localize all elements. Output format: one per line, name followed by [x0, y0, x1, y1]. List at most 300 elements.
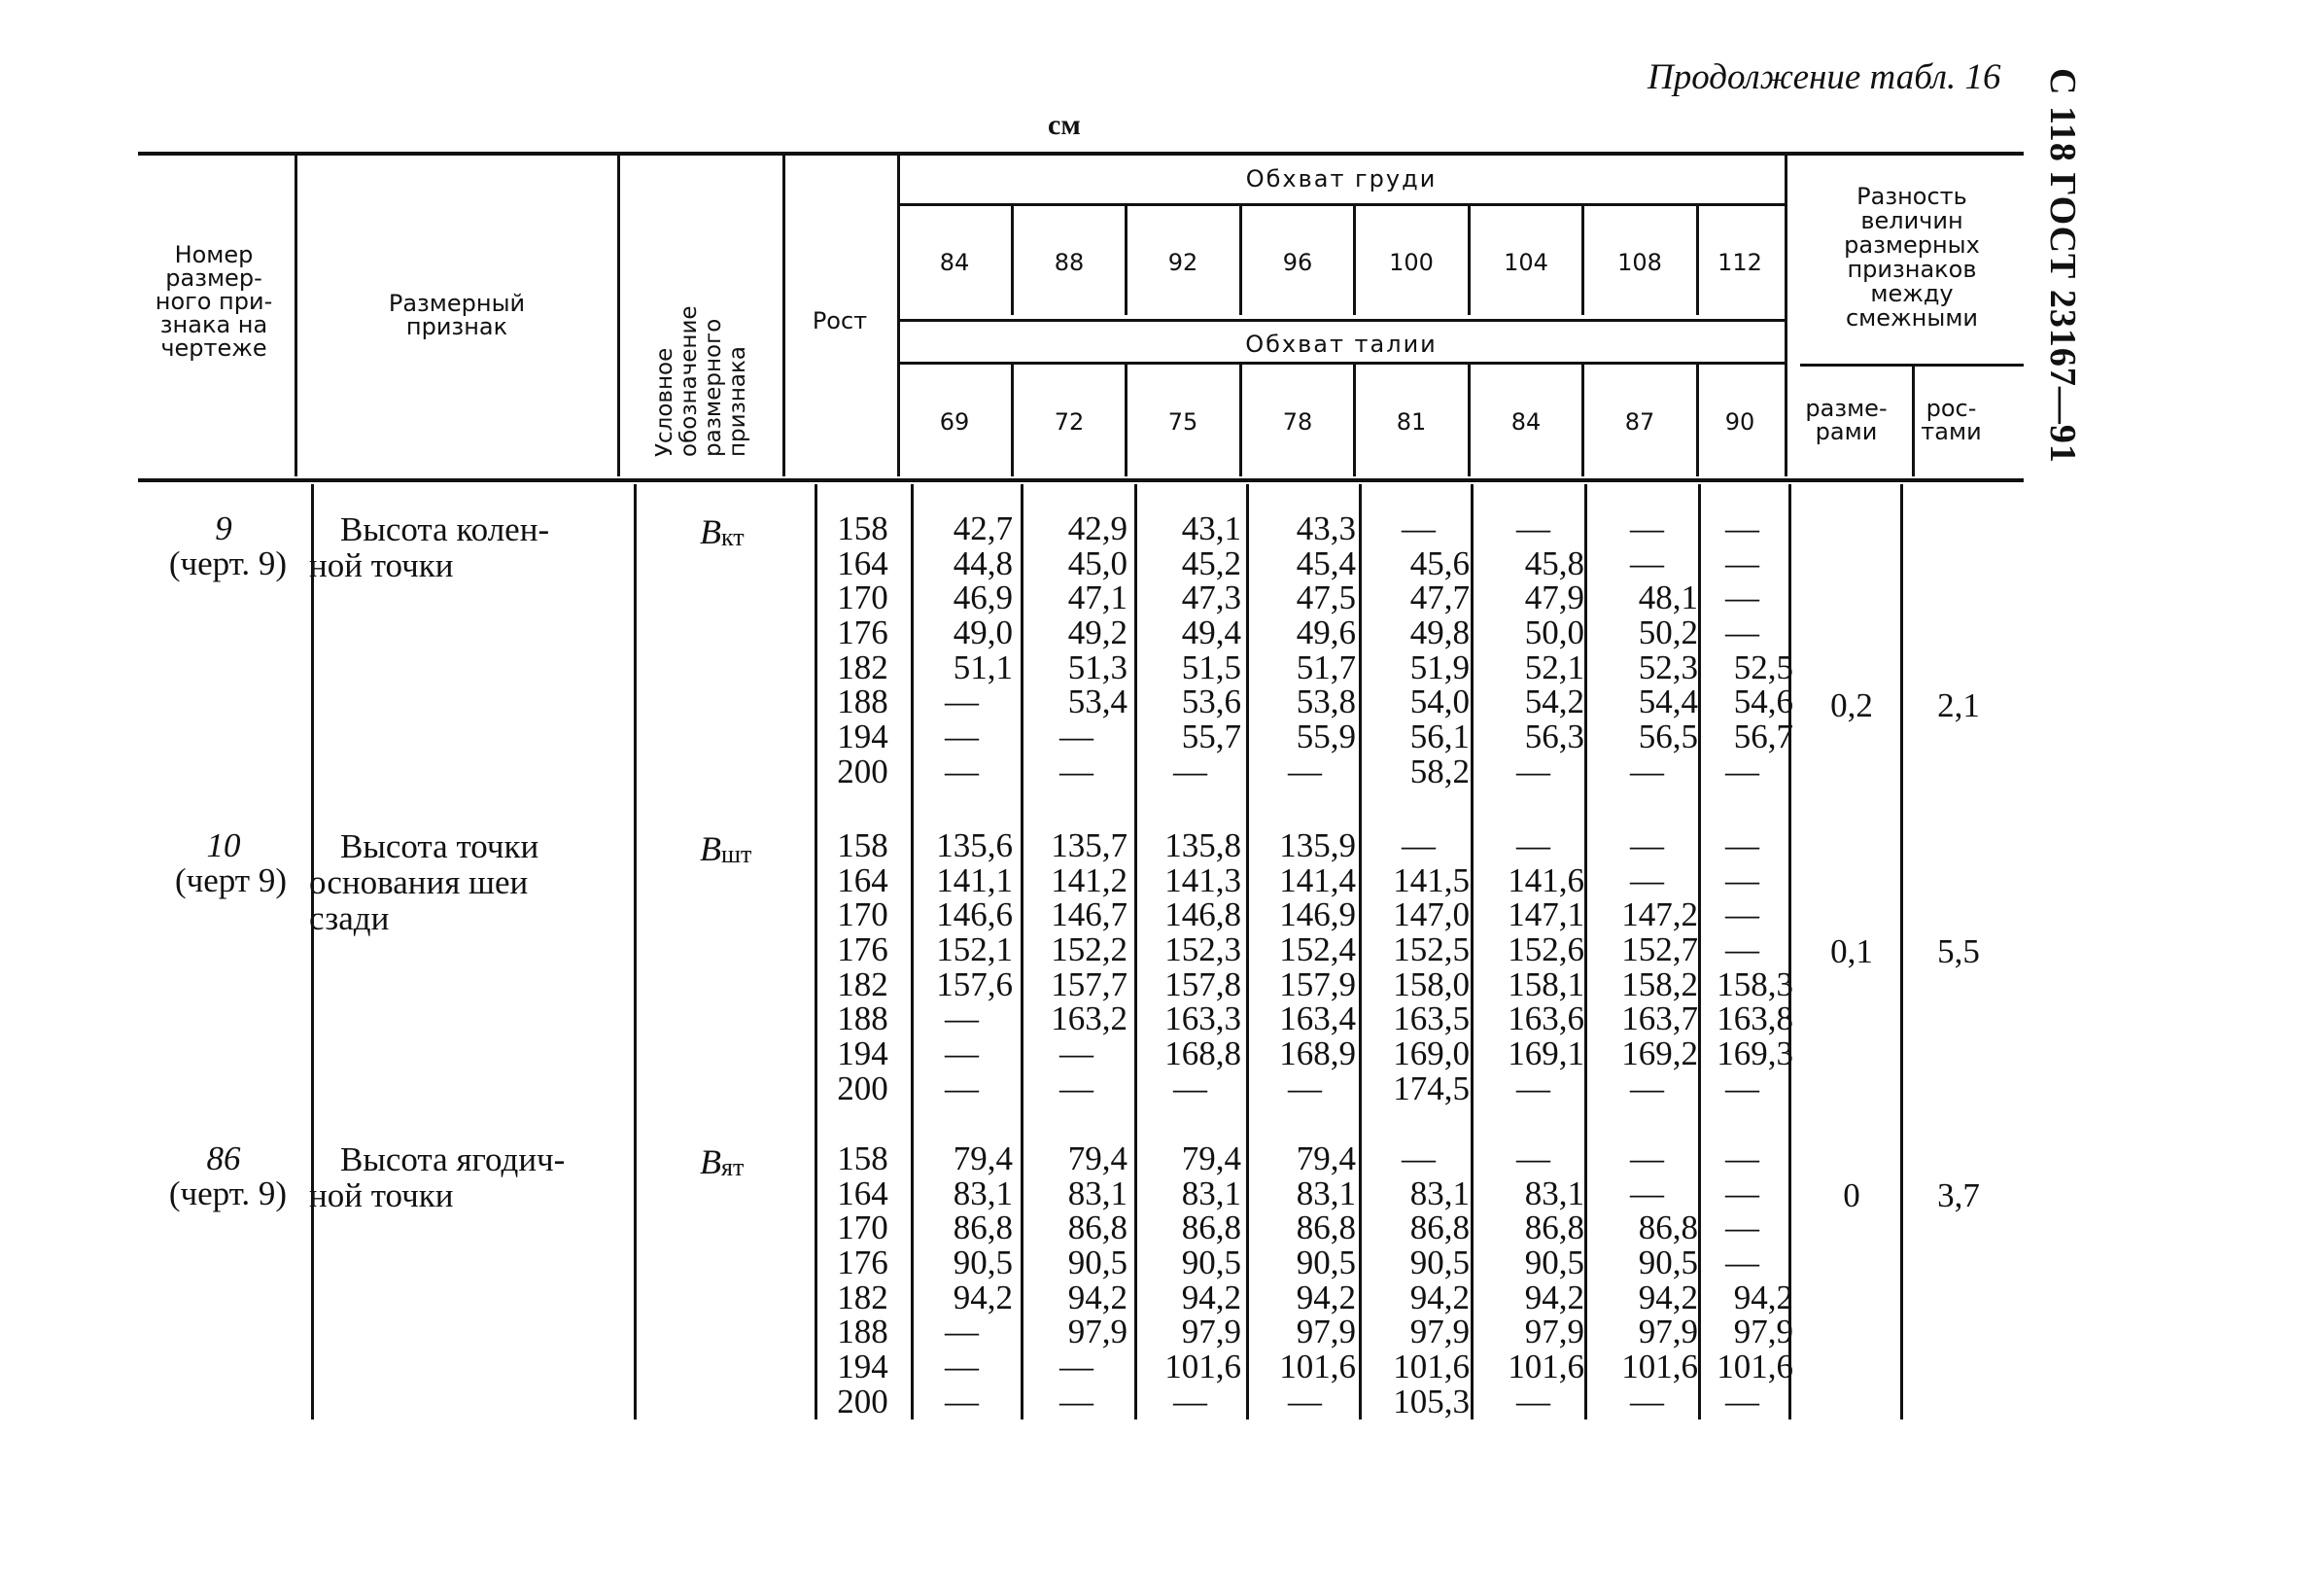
value-cell: 141,6 [1508, 860, 1584, 899]
waist-size-header: 72 [1054, 408, 1085, 436]
value-cell: — [1288, 1382, 1322, 1420]
value-cell: 54,2 [1524, 683, 1584, 721]
body-col-divider [311, 484, 314, 1419]
height-value: 164 [837, 860, 888, 899]
symbol-letter: В [700, 512, 721, 551]
feature-name-line: ной точки [309, 1176, 454, 1214]
value-cell: — [945, 1382, 979, 1420]
value-cell: 51,9 [1409, 648, 1470, 686]
value-cell: 90,5 [1067, 1244, 1127, 1282]
symbol-subscript: шт [721, 840, 752, 868]
value-cell: — [945, 1348, 979, 1386]
value-cell: 90,5 [1524, 1244, 1584, 1282]
value-cell: 169,2 [1621, 1034, 1698, 1073]
value-cell: 94,2 [953, 1278, 1013, 1316]
height-value: 200 [837, 1382, 888, 1420]
feature-number: 10 [206, 826, 241, 864]
drawing-reference: (черт. 9) [168, 1174, 287, 1212]
value-cell: 49,2 [1067, 613, 1127, 652]
value-cell: 174,5 [1393, 1069, 1470, 1107]
value-cell: 79,4 [1067, 1139, 1127, 1177]
body-col-divider [1134, 484, 1137, 1419]
value-cell: 94,2 [1638, 1278, 1698, 1316]
value-cell: 94,2 [1181, 1278, 1241, 1316]
body-col-divider [1359, 484, 1362, 1419]
header-top-rule [138, 152, 2024, 156]
symbol-subscript: ят [721, 1153, 745, 1181]
value-cell: 158,1 [1508, 964, 1584, 1003]
value-cell: 79,4 [953, 1139, 1013, 1177]
chest-col-divider [1125, 206, 1127, 315]
waist-col-divider [1125, 365, 1127, 476]
value-cell: 45,0 [1067, 543, 1127, 582]
header-divider [897, 156, 900, 476]
value-cell: 135,9 [1279, 826, 1356, 864]
drawing-reference: (черт. 9) [168, 544, 287, 582]
chest-size-header: 108 [1617, 249, 1662, 276]
value-cell: — [1725, 1244, 1759, 1282]
value-cell: 169,3 [1717, 1034, 1793, 1073]
height-value: 194 [837, 1348, 888, 1386]
value-cell: 146,9 [1279, 895, 1356, 934]
waist-size-header: 90 [1724, 408, 1755, 436]
value-cell: 83,1 [1181, 1174, 1241, 1212]
value-cell: — [1059, 1034, 1093, 1073]
value-cell: 51,5 [1181, 648, 1241, 686]
value-cell: 86,8 [1524, 1209, 1584, 1247]
value-cell: 55,7 [1181, 718, 1241, 756]
value-cell: — [1725, 509, 1759, 547]
value-cell: 45,6 [1409, 543, 1470, 582]
height-value: 176 [837, 930, 888, 969]
value-cell: 163,2 [1051, 999, 1127, 1038]
value-cell: 83,1 [1067, 1174, 1127, 1212]
height-values [816, 828, 909, 1106]
value-cell: 141,1 [936, 860, 1013, 899]
value-cell: 94,2 [1296, 1278, 1356, 1316]
value-column [1025, 1141, 1127, 1419]
value-column [1368, 511, 1470, 789]
value-cell: 86,8 [1296, 1209, 1356, 1247]
diff-between-sizes: 0,2 [1830, 686, 1873, 724]
value-cell: 54,4 [1638, 683, 1698, 721]
value-cell: 50,2 [1638, 613, 1698, 652]
value-cell: — [1402, 1139, 1436, 1177]
value-cell: — [1516, 1382, 1550, 1420]
value-cell: 42,7 [953, 509, 1013, 547]
value-cell: 52,1 [1524, 648, 1584, 686]
waist-size-header: 78 [1282, 408, 1313, 436]
feature-name-line: Высота колен- [340, 510, 550, 548]
diff-between-sizes: 0 [1843, 1176, 1860, 1214]
value-cell: — [945, 752, 979, 790]
value-cell: 54,0 [1409, 683, 1470, 721]
body-col-divider [1900, 484, 1903, 1419]
value-column [1025, 511, 1127, 789]
value-cell: 45,2 [1181, 543, 1241, 582]
height-value: 182 [837, 648, 888, 686]
height-value: 182 [837, 964, 888, 1003]
value-cell: 97,9 [1296, 1313, 1356, 1351]
value-cell: 163,7 [1621, 999, 1698, 1038]
value-cell: 94,2 [1067, 1278, 1127, 1316]
value-cell: — [1630, 1069, 1664, 1107]
height-value: 164 [837, 1174, 888, 1212]
value-cell: 147,0 [1393, 895, 1470, 934]
value-cell: — [1630, 509, 1664, 547]
body-col-divider [1584, 484, 1587, 1419]
value-cell: — [945, 999, 979, 1038]
feature-number: 9 [215, 509, 232, 547]
value-cell: 97,9 [1638, 1313, 1698, 1351]
value-cell: 53,8 [1296, 683, 1356, 721]
waist-size-header: 84 [1510, 408, 1542, 436]
value-cell: 50,0 [1524, 613, 1584, 652]
value-cell: — [1630, 1139, 1664, 1177]
chest-size-header: 112 [1717, 249, 1762, 276]
value-cell: — [1173, 1382, 1207, 1420]
chest-size-header: 92 [1167, 249, 1198, 276]
feature-symbol [700, 511, 745, 552]
value-column [1254, 511, 1356, 789]
value-cell: 146,6 [936, 895, 1013, 934]
value-column [1691, 1141, 1793, 1419]
value-column [1254, 828, 1356, 1106]
feature-name-line: Высота точки [340, 827, 539, 865]
value-cell: — [1059, 718, 1093, 756]
value-column [1254, 1141, 1356, 1419]
value-cell: 147,1 [1508, 895, 1584, 934]
value-cell: 79,4 [1296, 1139, 1356, 1177]
value-cell: 101,6 [1621, 1348, 1698, 1386]
height-value: 176 [837, 1244, 888, 1282]
value-cell: 135,8 [1164, 826, 1241, 864]
value-cell: — [1630, 860, 1664, 899]
value-cell: — [945, 1034, 979, 1073]
waist-col-divider [1468, 365, 1471, 476]
value-cell: 47,9 [1524, 578, 1584, 617]
value-cell: 47,1 [1067, 578, 1127, 617]
value-cell: 168,9 [1279, 1034, 1356, 1073]
waist-group-rule [898, 362, 1785, 365]
value-cell: 163,5 [1393, 999, 1470, 1038]
height-value: 194 [837, 1034, 888, 1073]
value-cell: — [1630, 543, 1664, 582]
value-cell: 49,8 [1409, 613, 1470, 652]
height-values [816, 1141, 909, 1419]
height-value: 200 [837, 1069, 888, 1107]
value-cell: 94,2 [1733, 1278, 1793, 1316]
symbol-letter: В [700, 1142, 721, 1181]
value-cell: 152,6 [1508, 930, 1584, 969]
value-cell: 97,9 [1524, 1313, 1584, 1351]
value-cell: — [1725, 860, 1759, 899]
symbol-header [653, 272, 750, 457]
value-cell: 168,8 [1164, 1034, 1241, 1073]
waist-col-divider [1353, 365, 1356, 476]
feature-name-line: ной точки [309, 546, 454, 584]
height-value: 188 [837, 1313, 888, 1351]
value-column [1691, 828, 1793, 1106]
value-cell: — [1725, 895, 1759, 934]
waist-group-header: Обхват талии [1245, 331, 1438, 358]
value-cell: — [1059, 752, 1093, 790]
value-cell: — [1402, 509, 1436, 547]
value-cell: — [945, 683, 979, 721]
body-col-divider [1021, 484, 1023, 1419]
value-cell: 48,1 [1638, 578, 1698, 617]
value-cell: — [945, 1069, 979, 1107]
drawing-reference: (черт 9) [174, 861, 287, 899]
value-cell: 169,1 [1508, 1034, 1584, 1073]
value-cell: 53,6 [1181, 683, 1241, 721]
value-cell: — [1725, 752, 1759, 790]
chest-group-rule [898, 203, 1785, 206]
value-cell: — [1725, 578, 1759, 617]
diff-sizes-header: размерами [1805, 395, 1888, 445]
height-value: 158 [837, 826, 888, 864]
value-cell: 101,6 [1393, 1348, 1470, 1386]
value-cell: — [1630, 826, 1664, 864]
value-cell: 54,6 [1733, 683, 1793, 721]
value-cell: — [1630, 752, 1664, 790]
value-column [1482, 828, 1584, 1106]
value-cell: — [1630, 1382, 1664, 1420]
value-cell: — [1402, 826, 1436, 864]
body-col-divider [1471, 484, 1474, 1419]
value-cell: — [1725, 1069, 1759, 1107]
value-column [1691, 511, 1793, 789]
value-cell: 90,5 [1638, 1244, 1698, 1282]
height-value: 188 [837, 999, 888, 1038]
chest-group-header: Обхват груди [1245, 165, 1438, 193]
value-cell: — [1725, 1174, 1759, 1212]
value-cell: 97,9 [1067, 1313, 1127, 1351]
value-cell: 101,6 [1164, 1348, 1241, 1386]
value-cell: 157,6 [936, 964, 1013, 1003]
value-cell: 97,9 [1409, 1313, 1470, 1351]
value-cell: — [1059, 1348, 1093, 1386]
chest-col-divider [1581, 206, 1584, 315]
value-cell: 51,7 [1296, 648, 1356, 686]
body-col-divider [634, 484, 637, 1419]
value-cell: 79,4 [1181, 1139, 1241, 1177]
symbol-subscript: кт [721, 523, 745, 551]
value-cell: — [1725, 1139, 1759, 1177]
value-cell: 51,3 [1067, 648, 1127, 686]
value-cell: 45,8 [1524, 543, 1584, 582]
value-cell: 58,2 [1409, 752, 1470, 790]
value-column [1596, 511, 1698, 789]
feature-name-line: основания шеи [309, 863, 529, 901]
side-standard-label [2041, 68, 2099, 486]
value-cell: 83,1 [953, 1174, 1013, 1212]
chest-size-header: 100 [1389, 249, 1434, 276]
chest-col-divider [1353, 206, 1356, 315]
header-divider [617, 156, 620, 476]
value-cell: 44,8 [953, 543, 1013, 582]
height-header: Рост [812, 307, 868, 334]
value-cell: 86,8 [1638, 1209, 1698, 1247]
value-cell: 86,8 [1067, 1209, 1127, 1247]
value-cell: — [1725, 1382, 1759, 1420]
value-column [1596, 828, 1698, 1106]
diff-between-heights: 2,1 [1937, 686, 1980, 724]
value-cell: — [1288, 752, 1322, 790]
value-cell: 56,7 [1733, 718, 1793, 756]
chest-size-header: 84 [939, 249, 970, 276]
value-cell: 86,8 [953, 1209, 1013, 1247]
height-value: 164 [837, 543, 888, 582]
value-cell: — [1516, 509, 1550, 547]
value-cell: 135,6 [936, 826, 1013, 864]
value-cell: — [1059, 1382, 1093, 1420]
header-divider [295, 156, 297, 476]
value-cell: 52,3 [1638, 648, 1698, 686]
waist-col-divider [1581, 365, 1584, 476]
value-cell: 163,8 [1717, 999, 1793, 1038]
value-cell: 101,6 [1279, 1348, 1356, 1386]
feature-header: Размерный признак [388, 290, 526, 340]
value-cell: 83,1 [1296, 1174, 1356, 1212]
value-column [1139, 828, 1241, 1106]
value-cell: 90,5 [953, 1244, 1013, 1282]
waist-size-header: 87 [1624, 408, 1655, 436]
value-cell: 157,7 [1051, 964, 1127, 1003]
value-cell: — [1516, 752, 1550, 790]
value-cell: 146,8 [1164, 895, 1241, 934]
waist-top-rule [898, 319, 1785, 322]
value-cell: 97,9 [1181, 1313, 1241, 1351]
waist-size-header: 69 [939, 408, 970, 436]
feature-number: 86 [206, 1139, 241, 1177]
value-column [1025, 828, 1127, 1106]
value-cell: 51,1 [953, 648, 1013, 686]
diff-between-sizes: 0,1 [1830, 932, 1873, 970]
value-cell: 49,4 [1181, 613, 1241, 652]
value-cell: 55,9 [1296, 718, 1356, 756]
waist-size-header: 81 [1396, 408, 1427, 436]
feature-no-header: Номер размерного признака на чертеже [155, 241, 273, 362]
waist-col-divider [1239, 365, 1242, 476]
continuation-caption: Продолжение табл. 16 [1648, 57, 2001, 97]
value-cell: 105,3 [1393, 1382, 1470, 1420]
value-cell: — [1173, 1069, 1207, 1107]
value-cell: 163,3 [1164, 999, 1241, 1038]
value-cell: 47,3 [1181, 578, 1241, 617]
feature-name-line: сзади [309, 899, 390, 937]
value-cell: 56,1 [1409, 718, 1470, 756]
height-value: 182 [837, 1278, 888, 1316]
value-cell: — [1516, 1139, 1550, 1177]
diff-heights-header: ростами [1921, 395, 1982, 445]
value-cell: 83,1 [1524, 1174, 1584, 1212]
value-cell: 101,6 [1508, 1348, 1584, 1386]
value-cell: — [1516, 1069, 1550, 1107]
chest-size-header: 96 [1282, 249, 1313, 276]
standard-code: С 118 ГОСТ 23167—91 [2042, 68, 2083, 464]
value-cell: 56,3 [1524, 718, 1584, 756]
value-cell: 53,4 [1067, 683, 1127, 721]
value-column [911, 828, 1013, 1106]
chest-col-divider [1239, 206, 1242, 315]
value-cell: 52,5 [1733, 648, 1793, 686]
value-cell: 147,2 [1621, 895, 1698, 934]
value-cell: — [1725, 826, 1759, 864]
value-cell: 86,8 [1409, 1209, 1470, 1247]
value-cell: 152,4 [1279, 930, 1356, 969]
value-cell: — [1516, 826, 1550, 864]
height-value: 170 [837, 578, 888, 617]
chest-size-header: 104 [1504, 249, 1548, 276]
height-values [816, 511, 909, 789]
diff-between-heights: 5,5 [1937, 932, 1980, 970]
value-cell: 56,5 [1638, 718, 1698, 756]
chest-col-divider [1011, 206, 1014, 315]
value-cell: 94,2 [1409, 1278, 1470, 1316]
value-cell: — [1288, 1069, 1322, 1107]
value-column [1596, 1141, 1698, 1419]
value-cell: 157,8 [1164, 964, 1241, 1003]
value-column [1482, 511, 1584, 789]
value-cell: 94,2 [1524, 1278, 1584, 1316]
value-cell: 101,6 [1717, 1348, 1793, 1386]
value-cell: — [1725, 613, 1759, 652]
value-cell: — [945, 718, 979, 756]
value-column [1368, 1141, 1470, 1419]
height-value: 158 [837, 509, 888, 547]
value-cell: 43,1 [1181, 509, 1241, 547]
value-cell: 86,8 [1181, 1209, 1241, 1247]
value-cell: 152,3 [1164, 930, 1241, 969]
value-column [911, 511, 1013, 789]
value-cell: 49,6 [1296, 613, 1356, 652]
value-cell: 169,0 [1393, 1034, 1470, 1073]
height-value: 200 [837, 752, 888, 790]
value-cell: — [945, 1313, 979, 1351]
value-cell: 49,0 [953, 613, 1013, 652]
value-cell: 152,7 [1621, 930, 1698, 969]
value-cell: 163,6 [1508, 999, 1584, 1038]
value-cell: 45,4 [1296, 543, 1356, 582]
unit-label: см [1048, 109, 1081, 141]
value-cell: 141,2 [1051, 860, 1127, 899]
value-column [1139, 1141, 1241, 1419]
chest-size-header: 88 [1054, 249, 1085, 276]
feature-symbol [700, 828, 751, 869]
value-cell: 158,0 [1393, 964, 1470, 1003]
value-column [1368, 828, 1470, 1106]
value-cell: 47,5 [1296, 578, 1356, 617]
value-cell: 146,7 [1051, 895, 1127, 934]
waist-size-header: 75 [1167, 408, 1198, 436]
header-bottom-rule [138, 478, 2024, 482]
value-cell: 90,5 [1409, 1244, 1470, 1282]
feature-name-line: Высота ягодич- [340, 1140, 566, 1178]
body-col-divider [1246, 484, 1249, 1419]
height-value: 176 [837, 613, 888, 652]
value-cell: 83,1 [1409, 1174, 1470, 1212]
value-cell: 158,3 [1717, 964, 1793, 1003]
diff-group-header: Разность величин размерных признаков между смежными [1844, 183, 1980, 332]
chest-col-divider [1468, 206, 1471, 315]
value-cell: 158,2 [1621, 964, 1698, 1003]
value-cell: 141,3 [1164, 860, 1241, 899]
symbol-header-text: Условное обозначение размерного признака [652, 305, 750, 457]
feature-symbol [700, 1141, 744, 1182]
value-cell: — [1059, 1069, 1093, 1107]
value-cell: 152,1 [936, 930, 1013, 969]
